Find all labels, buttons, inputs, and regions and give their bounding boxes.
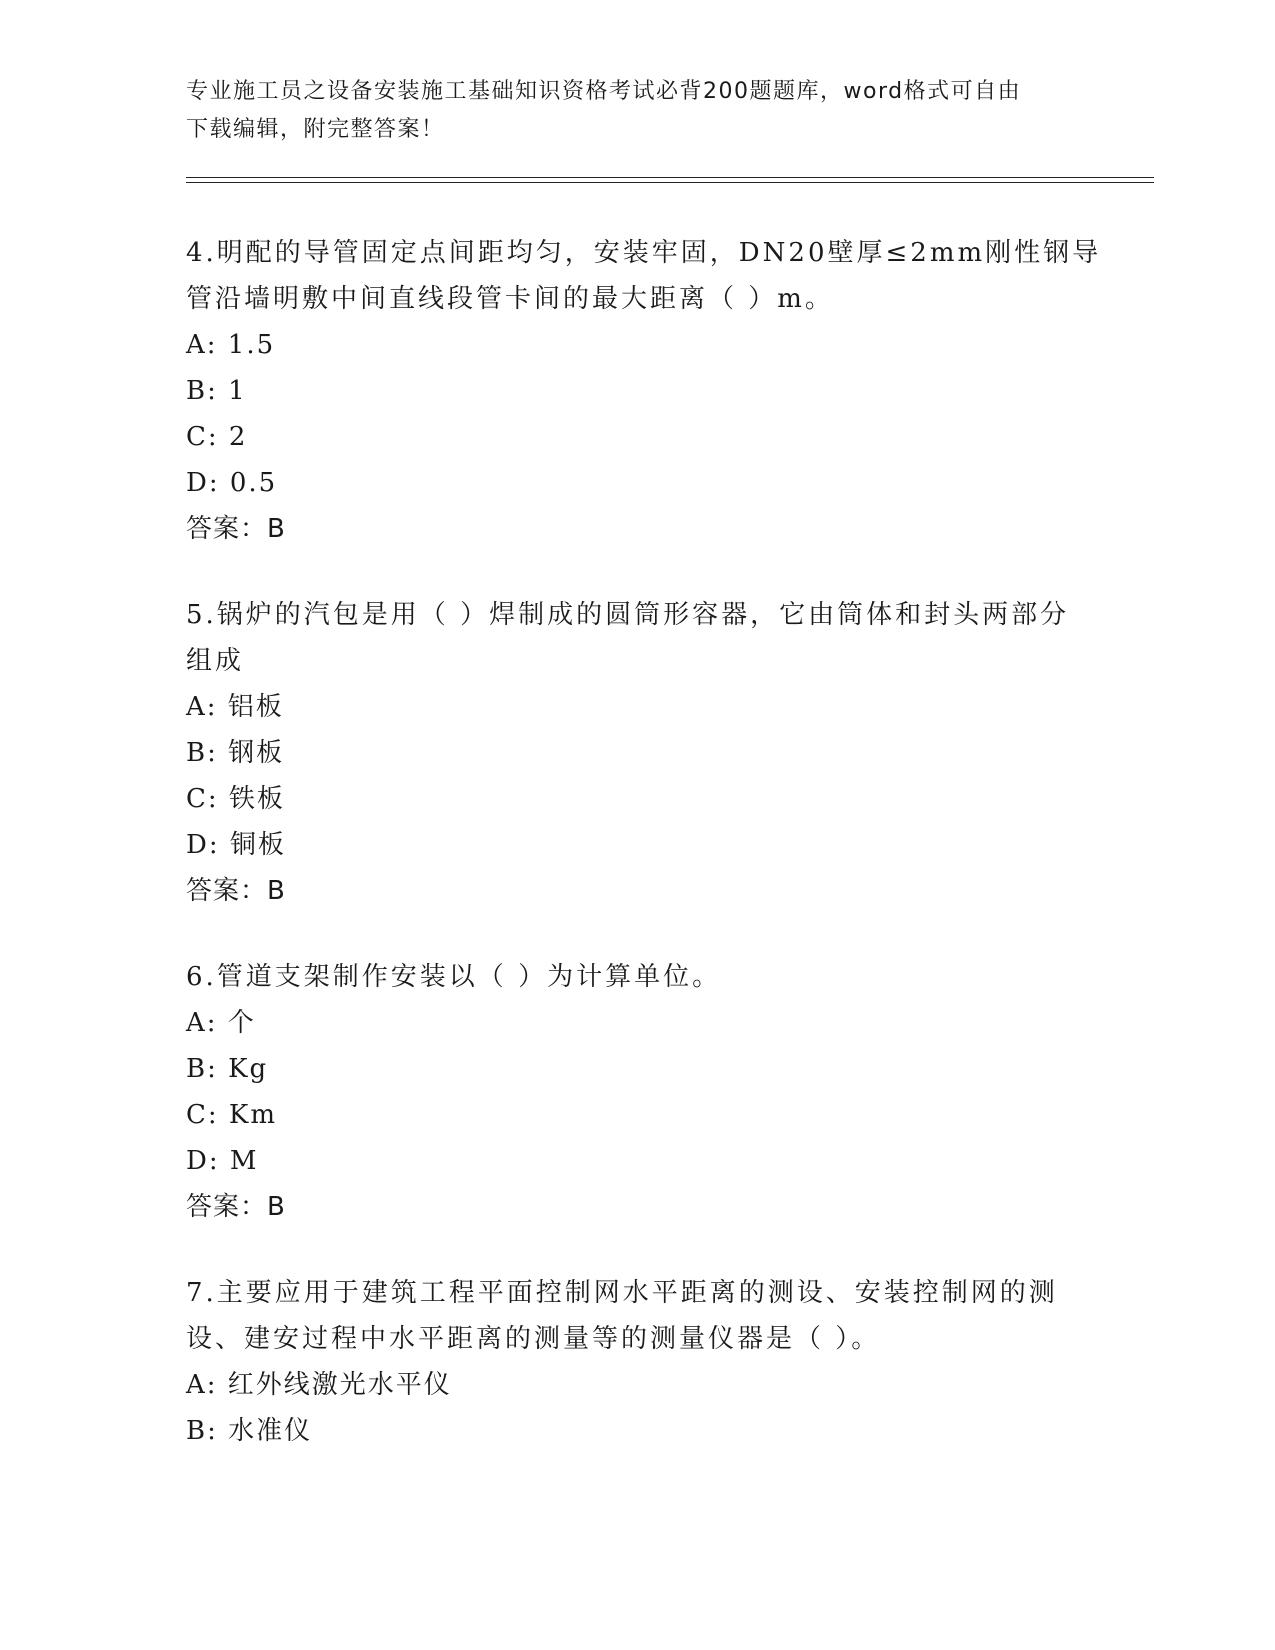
question-5 [186,592,1086,914]
option-a: A: 个 [186,1008,256,1038]
question-stem-line: 管沿墙明敷中间直线段管卡间的最大距离（ ）m。 [186,284,834,314]
question-7 [186,1270,1086,1454]
option-d: D: M [186,1146,259,1176]
question-stem-line: 设、建安过程中水平距离的测量等的测量仪器是（ ）。 [186,1324,881,1354]
option-c: C: Km [186,1100,277,1130]
option-c: C: 铁板 [186,784,285,814]
header-divider-top [186,177,1154,178]
option-b: B: 水准仪 [186,1416,313,1446]
option-b: B: Kg [186,1054,269,1084]
header-line-1: 专业施工员之设备安装施工基础知识资格考试必背200题题库，word格式可自由 [186,79,1022,104]
header-divider-bottom [186,182,1154,183]
option-a: A: 铝板 [186,692,284,722]
answer: 答案：B [186,514,286,544]
question-stem-line: 5.锅炉的汽包是用（ ）焊制成的圆筒形容器，它由筒体和封头两部分 [186,600,1070,630]
option-d: D: 0.5 [186,468,278,498]
question-4 [186,230,1102,552]
option-c: C: 2 [186,422,248,452]
option-d: D: 铜板 [186,830,286,860]
option-a: A: 1.5 [186,330,276,360]
question-stem-line: 6.管道支架制作安装以（ ）为计算单位。 [186,962,722,992]
document-header [186,73,1066,149]
question-stem-line: 7.主要应用于建筑工程平面控制网水平距离的测设、安装控制网的测 [186,1278,1058,1308]
answer: 答案：B [186,876,286,906]
option-b: B: 1 [186,376,247,406]
question-stem-line: 4.明配的导管固定点间距均匀，安装牢固，DN20壁厚≤2mm刚性钢导 [186,238,1102,268]
answer: 答案：B [186,1192,286,1222]
header-line-2: 下载编辑，附完整答案！ [186,117,445,142]
option-b: B: 钢板 [186,738,285,768]
option-a: A: 红外线激光水平仪 [186,1370,452,1400]
question-6 [186,954,1086,1230]
question-stem-line: 组成 [186,646,245,676]
